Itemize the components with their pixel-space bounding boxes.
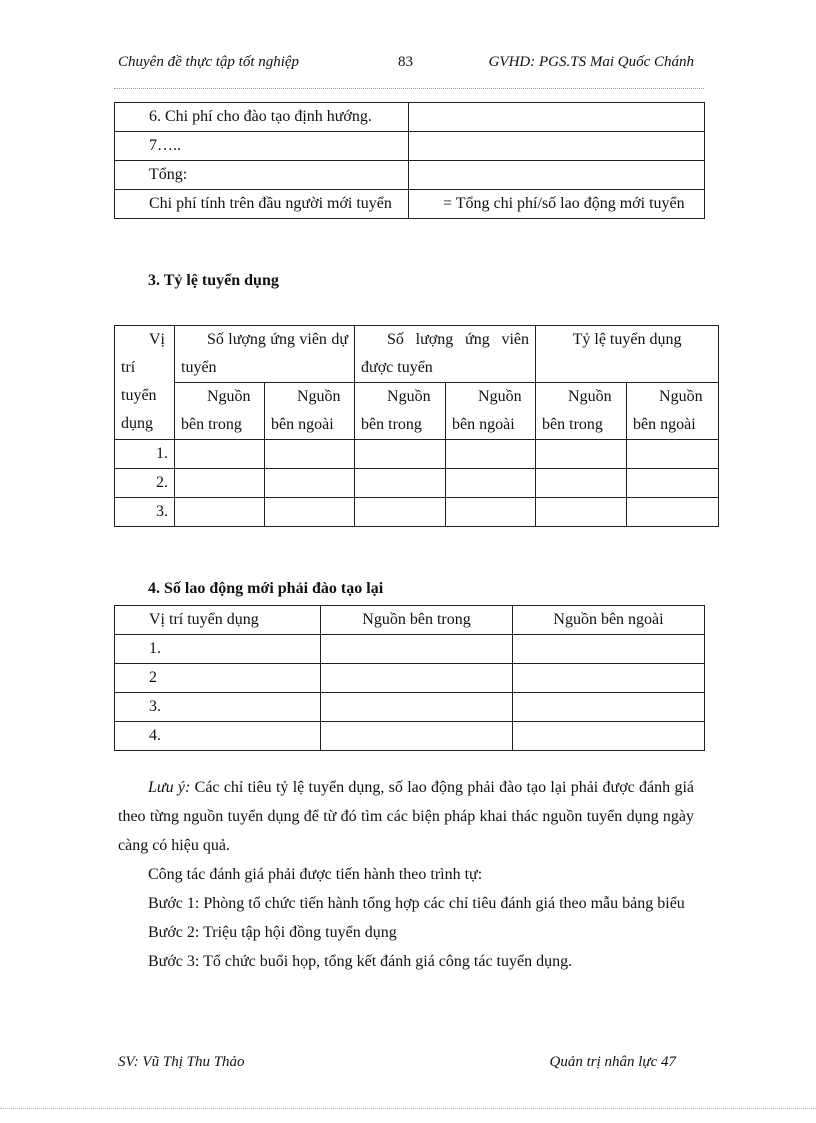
note-text: Các chỉ tiêu tỷ lệ tuyển dụng, số lao động phải đào tạo lại phải được đánh giá theo từng nguồn tuyển dụng để từ đó tìm các biện pháp khai thác nguồn tuyển dụng ngày càng có hiệu quả. (118, 779, 695, 854)
table-row (115, 693, 705, 722)
sub-external-header: Nguồn bên ngoài (265, 383, 355, 440)
table-row (115, 440, 719, 469)
row-index: 2. (115, 469, 175, 498)
col-rate-header: Tỷ lệ tuyển dụng (536, 326, 719, 383)
table-row (115, 469, 719, 498)
cost-item: Tổng: (115, 161, 409, 190)
cost-item: 7….. (115, 132, 409, 161)
step-paragraph: Bước 2: Triệu tập hội đồng tuyển dụng (148, 924, 397, 941)
row-index: 3. (115, 693, 321, 722)
step-paragraph: Bước 3: Tổ chức buổi họp, tổng kết đánh giá công tác tuyển dụng. (148, 953, 573, 970)
page-header (118, 54, 694, 74)
header-advisor: GVHD: PGS.TS Mai Quốc Chánh (488, 54, 694, 70)
table-row (115, 103, 705, 132)
table-row (115, 664, 705, 693)
table-subheader-row (115, 383, 719, 440)
section-4-title: 4. Số lao động mới phải đào tạo lại (148, 580, 384, 597)
table-header-row (115, 606, 705, 635)
cost-value (409, 161, 705, 190)
sub-internal-header: Nguồn bên trong (175, 383, 265, 440)
table-row (115, 190, 705, 219)
col-candidates-header: Số lượng ứng viên dự tuyển (175, 326, 355, 383)
header-title: Chuyên đề thực tập tốt nghiệp (118, 54, 300, 70)
table-row (115, 635, 705, 664)
table-row (115, 161, 705, 190)
note-label: Lưu ý: (148, 779, 191, 796)
step-paragraph: Bước 1: Phòng tổ chức tiến hành tổng hợp các chỉ tiêu đánh giá theo mẫu bảng biểu (148, 895, 685, 912)
col-hired-header: Số lượng ứng viên được tuyển (355, 326, 536, 383)
table-header-row (115, 326, 719, 383)
row-index: 1. (115, 440, 175, 469)
sub-external-header: Nguồn bên ngoài (446, 383, 536, 440)
table-row (115, 498, 719, 527)
intro-paragraph: Công tác đánh giá phải được tiến hành theo trình tự: (148, 866, 483, 883)
sub-external-header: Nguồn bên ngoài (627, 383, 719, 440)
recruitment-rate-table (114, 325, 719, 527)
page-footer (118, 1054, 694, 1074)
col-position-header: Vị trí tuyển dụng (115, 326, 175, 440)
retraining-table (114, 605, 705, 751)
row-index: 1. (115, 635, 321, 664)
section-3-title: 3. Tỷ lệ tuyển dụng (148, 272, 279, 289)
header-rule (114, 88, 704, 89)
note-paragraph (118, 773, 694, 860)
footer-course: Quản trị nhân lực 47 (549, 1054, 676, 1070)
footer-student: SV: Vũ Thị Thu Thảo (118, 1054, 245, 1070)
cost-table (114, 102, 705, 219)
table-row (115, 722, 705, 751)
row-index: 2 (115, 664, 321, 693)
body-text (118, 773, 694, 976)
cost-value (409, 132, 705, 161)
cost-value: = Tổng chi phí/số lao động mới tuyển (409, 190, 705, 219)
sub-internal-header: Nguồn bên trong (536, 383, 627, 440)
cost-item: 6. Chi phí cho đào tạo định hướng. (115, 103, 409, 132)
table-row (115, 132, 705, 161)
col-external-header: Nguồn bên ngoài (513, 606, 705, 635)
sub-internal-header: Nguồn bên trong (355, 383, 446, 440)
footer-rule (0, 1108, 816, 1109)
row-index: 3. (115, 498, 175, 527)
page-number: 83 (398, 54, 413, 70)
cost-item: Chi phí tính trên đầu người mới tuyển (115, 190, 409, 219)
cost-value (409, 103, 705, 132)
col-position-header: Vị trí tuyển dụng (115, 606, 321, 635)
col-internal-header: Nguồn bên trong (321, 606, 513, 635)
row-index: 4. (115, 722, 321, 751)
